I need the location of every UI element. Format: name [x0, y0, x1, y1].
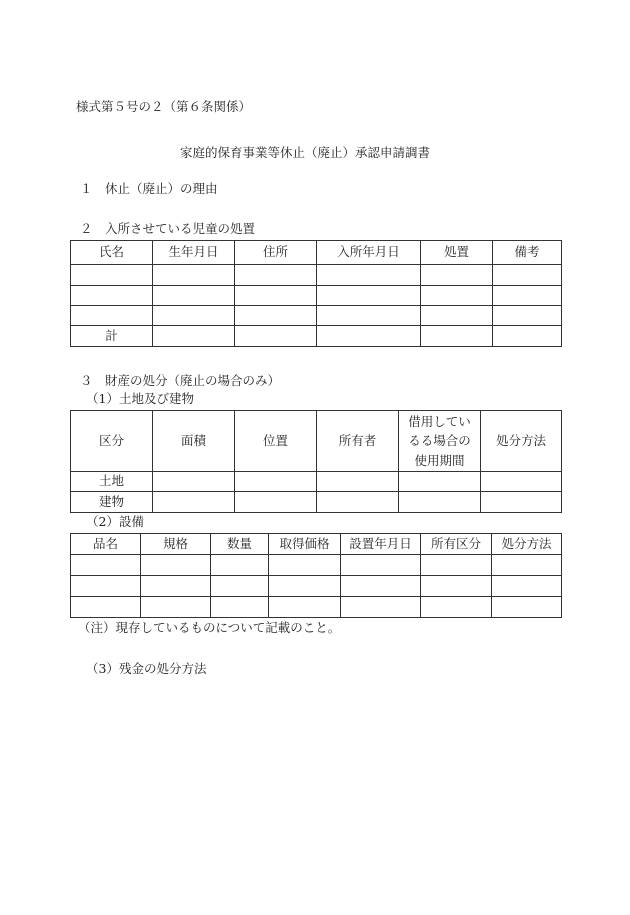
total-row [71, 326, 562, 347]
table-row [71, 555, 562, 576]
header-cell: 処分方法 [481, 411, 562, 472]
table-cell[interactable] [141, 576, 211, 597]
land-building-table [70, 410, 562, 513]
header-cell: 氏名 [71, 241, 153, 265]
table-cell[interactable] [141, 597, 211, 618]
table-cell[interactable] [421, 326, 493, 347]
table-cell[interactable] [493, 326, 562, 347]
sub-1-heading: （1）土地及び建物 [86, 391, 194, 406]
table-header-row [71, 241, 562, 265]
table-cell[interactable] [317, 265, 421, 286]
children-table [70, 240, 562, 347]
table-cell[interactable] [153, 492, 235, 513]
table-row [71, 286, 562, 306]
table-cell[interactable] [235, 265, 317, 286]
table-cell[interactable] [421, 265, 493, 286]
header-cell: 借用しているる場合の使用期間 [399, 411, 481, 472]
header-cell: 面積 [153, 411, 235, 472]
table-cell[interactable] [235, 492, 317, 513]
table-cell[interactable] [235, 286, 317, 306]
header-cell: 処置 [421, 241, 493, 265]
table-cell[interactable] [71, 555, 141, 576]
table-cell[interactable] [269, 555, 341, 576]
header-cell: 生年月日 [153, 241, 235, 265]
table-cell[interactable] [71, 306, 153, 326]
table-row [71, 472, 562, 492]
header-cell: 備考 [493, 241, 562, 265]
table-row [71, 597, 562, 618]
table-cell[interactable] [153, 265, 235, 286]
header-cell: 品名 [71, 534, 141, 555]
table-cell[interactable] [399, 472, 481, 492]
table-cell[interactable] [341, 597, 421, 618]
table-cell[interactable] [235, 326, 317, 347]
sub-2-heading: （2）設備 [86, 514, 144, 529]
table-cell[interactable] [341, 555, 421, 576]
header-cell: 所有区分 [421, 534, 492, 555]
table-cell[interactable] [481, 472, 562, 492]
table-header-row [71, 411, 562, 472]
table-cell[interactable] [317, 326, 421, 347]
total-label: 計 [71, 326, 153, 347]
header-cell: 入所年月日 [317, 241, 421, 265]
table-cell[interactable] [211, 555, 269, 576]
table-row [71, 576, 562, 597]
table-row [71, 492, 562, 513]
table-cell[interactable] [71, 576, 141, 597]
table-cell[interactable] [71, 286, 153, 306]
section-2-heading: ２ 入所させている児童の処置 [80, 221, 256, 236]
header-cell: 区分 [71, 411, 153, 472]
table-cell[interactable] [421, 306, 493, 326]
header-cell: 住所 [235, 241, 317, 265]
table-cell[interactable] [493, 265, 562, 286]
table-cell[interactable] [71, 597, 141, 618]
table-cell[interactable] [211, 597, 269, 618]
table-cell[interactable] [421, 597, 492, 618]
table-cell[interactable] [141, 555, 211, 576]
table-cell[interactable] [153, 326, 235, 347]
table-row [71, 306, 562, 326]
table-cell[interactable] [235, 472, 317, 492]
table-cell[interactable] [153, 286, 235, 306]
table-cell[interactable] [421, 286, 493, 306]
header-cell: 位置 [235, 411, 317, 472]
header-cell: 所有者 [317, 411, 399, 472]
table-cell[interactable] [421, 555, 492, 576]
header-cell: 設置年月日 [341, 534, 421, 555]
table-cell[interactable] [341, 576, 421, 597]
section-1-heading: １ 休止（廃止）の理由 [80, 181, 218, 196]
table-cell[interactable] [211, 576, 269, 597]
header-cell: 取得価格 [269, 534, 341, 555]
table-cell[interactable] [269, 597, 341, 618]
table-cell[interactable] [493, 286, 562, 306]
table-header-row [71, 534, 562, 555]
sub-3-heading: （3）残金の処分方法 [86, 661, 207, 676]
table-cell[interactable] [492, 555, 562, 576]
form-number: 様式第５号の２（第６条関係） [76, 99, 252, 114]
section-3-heading: ３ 財産の処分（廃止の場合のみ） [80, 373, 281, 388]
table-cell[interactable] [317, 472, 399, 492]
table-cell[interactable] [153, 472, 235, 492]
table-row [71, 265, 562, 286]
table-cell[interactable] [269, 576, 341, 597]
equipment-table [70, 533, 562, 618]
table-cell[interactable] [317, 286, 421, 306]
row-label: 土地 [71, 472, 153, 492]
table-cell[interactable] [317, 306, 421, 326]
table-cell[interactable] [399, 492, 481, 513]
table-cell[interactable] [421, 576, 492, 597]
header-cell: 数量 [211, 534, 269, 555]
note: （注）現存しているものについて記載のこと。 [78, 620, 341, 635]
table-cell[interactable] [153, 306, 235, 326]
document-title: 家庭的保育事業等休止（廃止）承認申請調書 [180, 145, 431, 160]
table-cell[interactable] [492, 576, 562, 597]
table-cell[interactable] [493, 306, 562, 326]
header-cell: 規格 [141, 534, 211, 555]
table-cell[interactable] [71, 265, 153, 286]
row-label: 建物 [71, 492, 153, 513]
header-cell: 処分方法 [492, 534, 562, 555]
table-cell[interactable] [235, 306, 317, 326]
table-cell[interactable] [317, 492, 399, 513]
table-cell[interactable] [492, 597, 562, 618]
table-cell[interactable] [481, 492, 562, 513]
